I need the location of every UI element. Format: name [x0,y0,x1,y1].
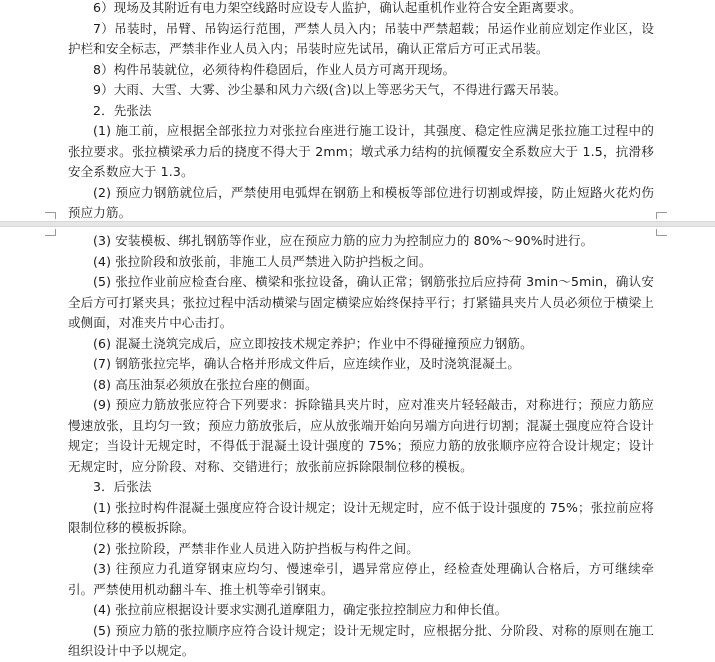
section-heading: 2．先张法 [93,102,152,118]
paragraph: 8）构件吊装就位，必须待构件稳固后，作业人员方可离开现场。 [93,61,456,77]
paragraph: (5) 预应力筋的张拉顺序应符合设计规定；设计无规定时，应根据分批、分阶段、对称的原则在施工组织设计中予以规定。 [68,622,654,658]
page-corner-mark [45,229,56,236]
page-corner-mark [45,212,56,219]
paragraph: (4) 张拉阶段和放张前，非施工人员严禁进入防护挡板之间。 [93,253,432,269]
page-upper [0,0,715,221]
paragraph: (2) 张拉阶段，严禁非作业人员进入防护挡板与构件之间。 [93,540,419,556]
section-heading: 3．后张法 [93,479,152,494]
paragraph: (4) 张拉前应根据设计要求实测孔道摩阻力，确定张拉控制应力和伸长值。 [93,602,508,617]
page-lower-text [68,231,654,662]
page-corner-mark [656,212,667,219]
paragraph: (3) 安装模板、绑扎钢筋等作业，应在预应力筋的应力为控制应力的 80%～90%时进行。 [93,233,594,248]
paragraph: (7) 钢筋张拉完毕，确认合格并形成文件后，应连续作业，及时浇筑混凝土。 [93,356,521,371]
paragraph: (5) 张拉作业前应检查台座、横梁和张拉设备，确认正常；钢筋张拉后应持荷 3min～5min，确认安全后方可打紧夹具；张拉过程中活动横梁与固定横梁应始终保持平行；打紧锚具夹片人员必须位于横梁上或侧面，对准夹片中心击打。 [68,274,654,330]
paragraph: (3) 往预应力孔道穿钢束应均匀、慢速牵引，遇异常应停止，经检查处理确认合格后，方可继续牵引。严禁使用机动翻斗车、推土机等牵引钢束。 [68,561,654,597]
paragraph: (9) 预应力筋放张应符合下列要求：拆除锚具夹片时，应对准夹片轻轻敲击，对称进行；预应力筋应慢速放张，且均匀一致；预应力筋放张后，应从放张端开始向另端方向进行切割；混凝土强度应符合设计规定；当设计无规定时，不得低于混凝土设计强度的 75%；预应力筋的放张顺序应符合设计规定；设计无规定时，应分阶段、对称、交错进行；放张前应拆除限制位移的模板。 [68,397,654,474]
paragraph: (1) 施工前，应根据全部张拉力对张拉台座进行施工设计，其强度、稳定性应满足张拉施工过程中的张拉要求。张拉横梁承力后的挠度不得大于 2mm；墩式承力结构的抗倾覆安全系数应大于 1.5，抗滑移安全系数应大于 1.3。 [68,123,654,179]
paragraph: (1) 张拉时构件混凝土强度应符合设计规定；设计无规定时，应不低于设计强度的 75%；张拉前应将限制位移的模板拆除。 [68,499,654,535]
paragraph: 7）吊装时，吊臂、吊钩运行范围，严禁人员入内；吊装中严禁超载；吊运作业前应划定作业区，设护栏和安全标志，严禁非作业人员入内；吊装时应先试吊，确认正常后方可正式吊装。 [68,20,654,56]
page-lower [0,227,715,658]
paragraph: 6）现场及其附近有电力架空线路时应设专人监护，确认起重机作业符合安全距离要求。 [93,0,582,15]
paragraph: (6) 混凝土浇筑完成后，应立即按技术规定养护；作业中不得碰撞预应力钢筋。 [93,335,533,351]
page-upper-text [68,0,654,224]
paragraph: (2) 预应力钢筋就位后，严禁使用电弧焊在钢筋上和模板等部位进行切割或焊接，防止短路火花灼伤预应力筋。 [68,184,654,220]
page-corner-mark [656,229,667,236]
paragraph: 9）大雨、大雪、大雾、沙尘暴和风力六级(含)以上等恶劣天气，不得进行露天吊装。 [93,82,567,97]
paragraph: (8) 高压油泵必须放在张拉台座的侧面。 [93,376,318,392]
